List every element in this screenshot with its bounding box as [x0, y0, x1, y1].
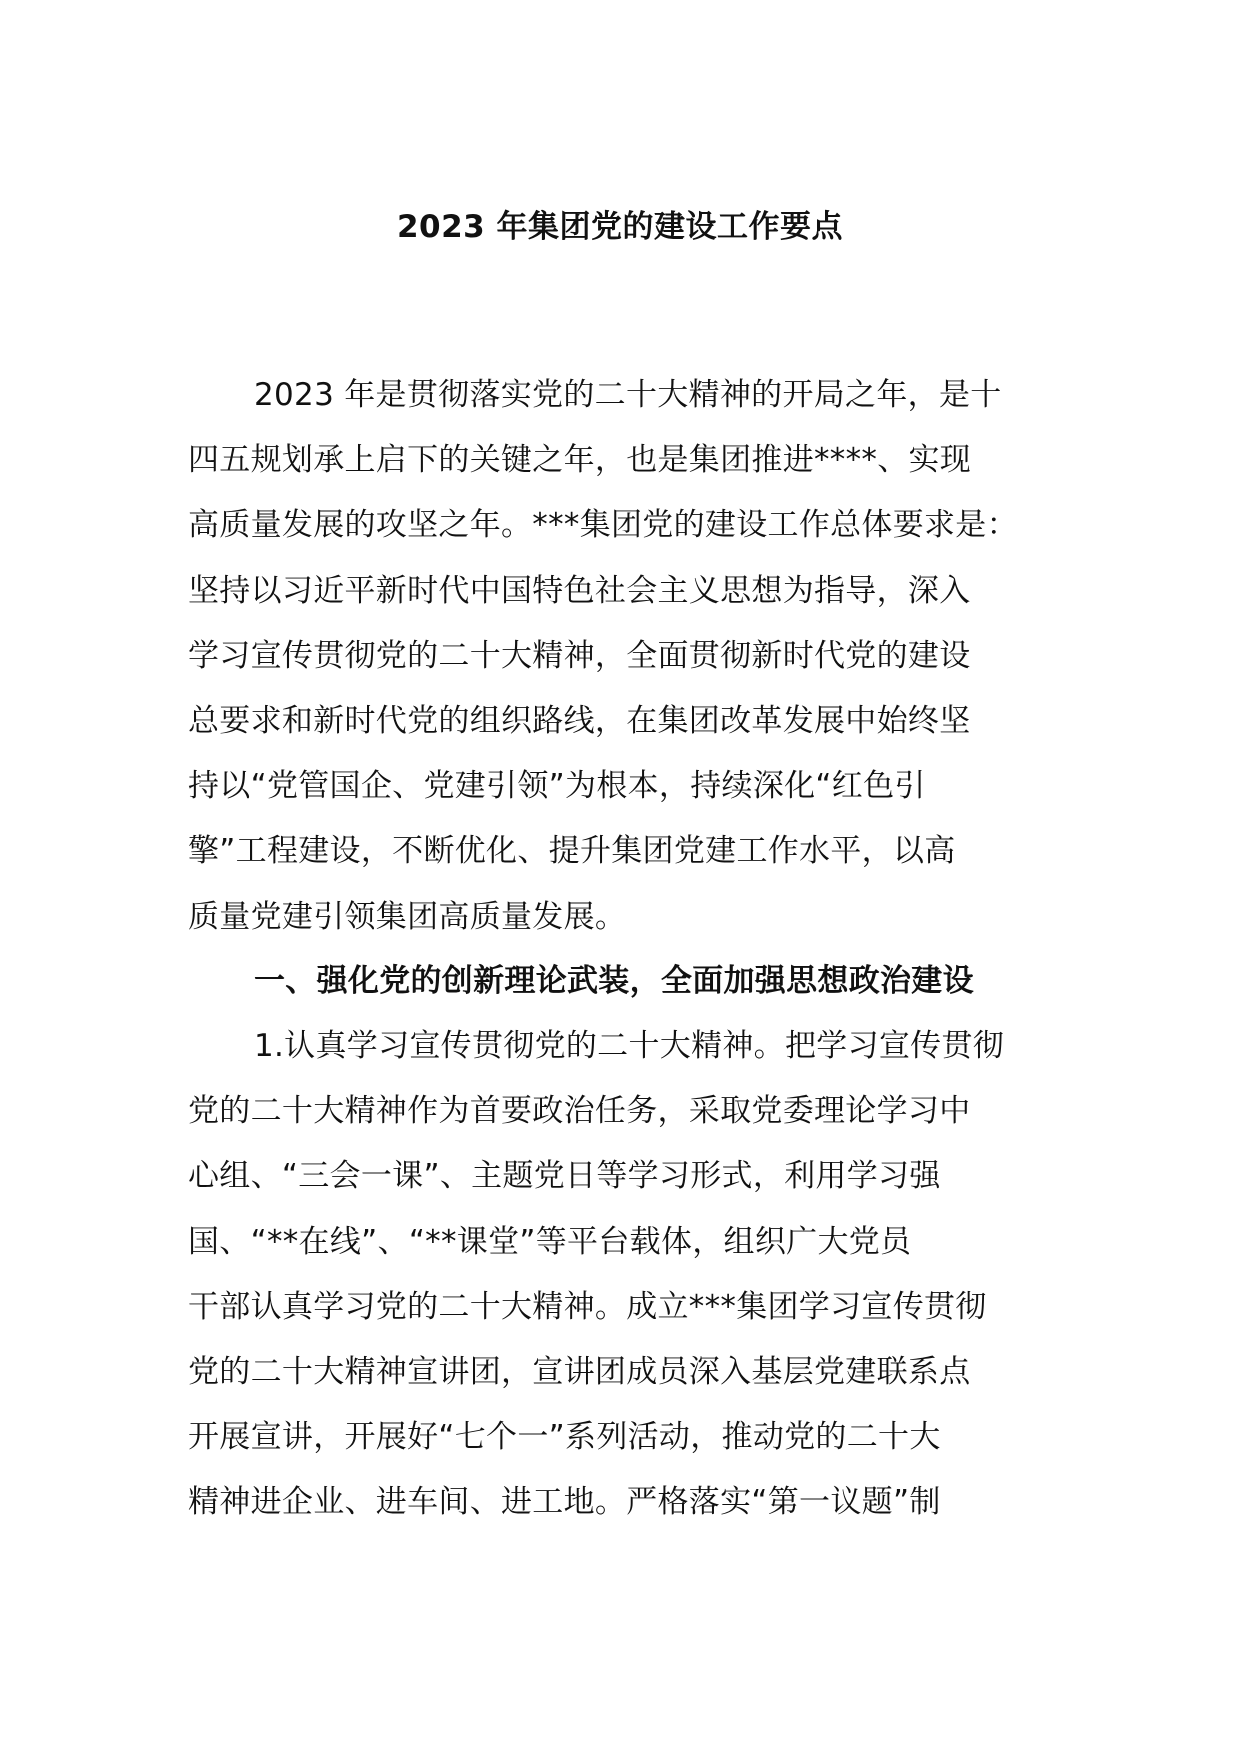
paragraph-line: 心组、“三会一课”、主题党日等学习形式，利用学习强 [188, 1158, 941, 1195]
paragraph-line: 学习宣传贯彻党的二十大精神，全面贯彻新时代党的建设 [188, 637, 971, 674]
paragraph-line: 精神进企业、进车间、进工地。严格落实“第一议题”制 [188, 1484, 941, 1521]
item-1-paragraph [188, 1014, 1088, 1536]
paragraph-line: 1.认真学习宣传贯彻党的二十大精神。把学习宣传贯彻 [254, 1028, 1005, 1064]
paragraph-line: 总要求和新时代党的组织路线，在集团改革发展中始终坚 [188, 703, 971, 740]
intro-paragraph [188, 363, 1088, 950]
paragraph-line: 擎”工程建设，不断优化、提升集团党建工作水平，以高 [188, 833, 956, 870]
paragraph-line: 高质量发展的攻坚之年。***集团党的建设工作总体要求是： [188, 507, 1018, 544]
paragraph-line: 干部认真学习党的二十大精神。成立***集团学习宣传贯彻 [188, 1288, 987, 1325]
document-title: 2023 年集团党的建设工作要点 [396, 209, 844, 245]
section-heading [188, 949, 1088, 1014]
section-heading-text: 一、强化党的创新理论武装，全面加强思想政治建设 [254, 963, 974, 999]
paragraph-line: 2023 年是贯彻落实党的二十大精神的开局之年，是十 [254, 377, 1002, 413]
paragraph-line: 党的二十大精神宣讲团，宣讲团成员深入基层党建联系点 [188, 1354, 971, 1391]
paragraph-line: 坚持以习近平新时代中国特色社会主义思想为指导，深入 [188, 572, 971, 609]
paragraph-line: 质量党建引领集团高质量发展。 [188, 898, 627, 935]
paragraph-line: 持以“党管国企、党建引领”为根本，持续深化“红色引 [188, 768, 926, 805]
paragraph-line: 国、“**在线”、“**课堂”等平台载体，组织广大党员 [188, 1223, 912, 1260]
paragraph-line: 开展宣讲，开展好“七个一”系列活动，推动党的二十大 [188, 1419, 941, 1456]
paragraph-line: 四五规划承上启下的关键之年，也是集团推进****、实现 [188, 442, 972, 479]
paragraph-line: 党的二十大精神作为首要政治任务，采取党委理论学习中 [188, 1093, 971, 1130]
